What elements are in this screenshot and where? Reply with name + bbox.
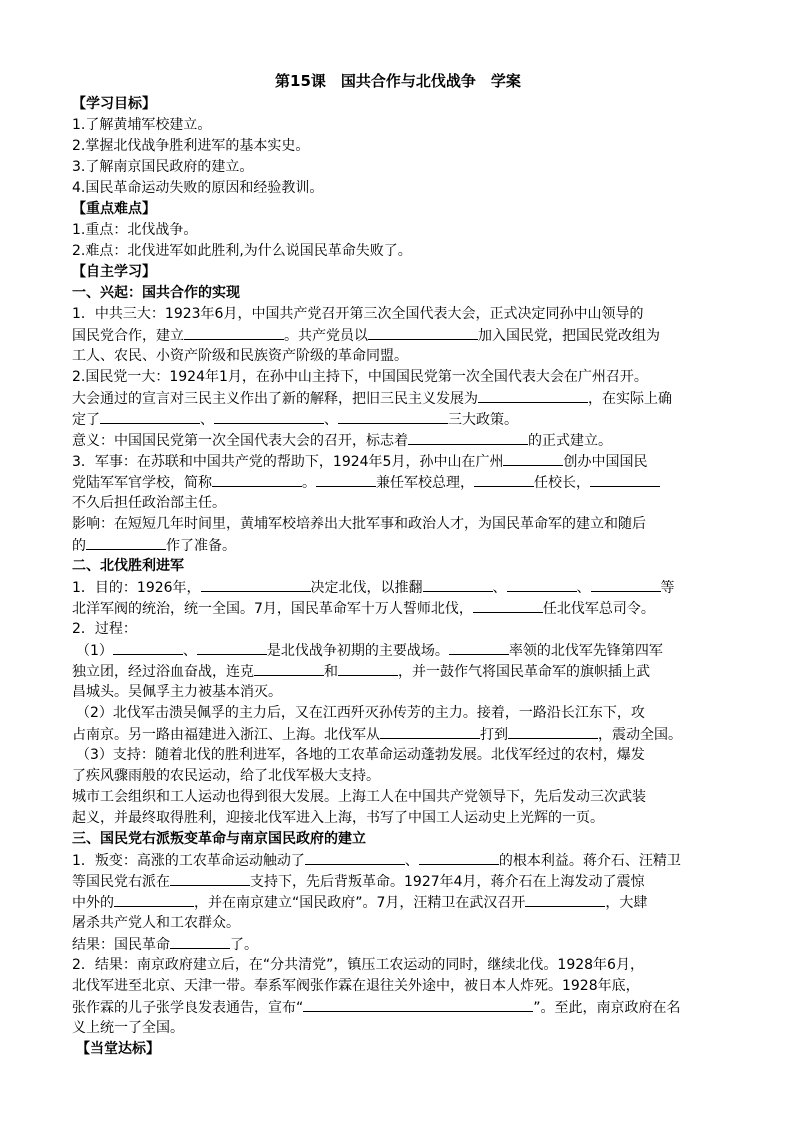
key-item: 1.重点：北伐战争。 bbox=[72, 222, 198, 238]
fill-blank[interactable] bbox=[338, 661, 398, 676]
fill-blank[interactable] bbox=[508, 724, 598, 739]
worksheet bbox=[72, 70, 724, 1060]
text-line: 定了 、 、 三大政策。 bbox=[72, 409, 724, 430]
text-line: 城市工会组织和工人运动也得到很大发展。上海工人在中国共产党领导下，先后发动三次武装 bbox=[72, 789, 646, 805]
fill-blank[interactable] bbox=[170, 934, 230, 949]
text-line: 大会通过的宣言对三民主义作出了新的解释，把旧三民主义发展为 ，在实际上确 bbox=[72, 388, 724, 409]
text-line: 1．中共三大：1923年6月，中国共产党召开第三次全国代表大会，正式决定同孙中山领导的 bbox=[72, 306, 644, 322]
text-line: 不久后担任政治部主任。 bbox=[72, 495, 226, 511]
text-line: 独立团，经过浴血奋战，连克 和 ，并一鼓作气将国民革命军的旗帜插上武 bbox=[72, 661, 724, 682]
fill-blank[interactable] bbox=[184, 325, 284, 340]
text-line: 起义，并最终取得胜利，迎接北伐军进入上海，书写了中国工人运动史上光辉的一页。 bbox=[72, 810, 604, 826]
goal-item: 4.国民革命运动失败的原因和经验教训。 bbox=[72, 180, 324, 196]
fill-blank[interactable] bbox=[212, 472, 302, 487]
text-line: （3）支持：随着北伐的胜利进军，各地的工农革命运动蓬勃发展。北伐军经过的农村，爆发 bbox=[76, 747, 645, 763]
text-line: 2．结果：南京政府建立后，在“分共清党”，镇压工农运动的同时，继续北伐。1928年6月， bbox=[72, 957, 644, 973]
fill-blank[interactable] bbox=[305, 850, 405, 865]
heading-part-2: 二、北伐胜利进军 bbox=[72, 558, 184, 574]
text-line: 中外的 ，并在南京建立“国民政府”。7月，汪精卫在武汉召开 ，大肆 bbox=[72, 892, 724, 913]
key-item: 2.难点：北伐进军如此胜利,为什么说国民革命失败了。 bbox=[72, 243, 412, 259]
text-line: 了疾风骤雨般的农民运动，给了北伐军极大支持。 bbox=[72, 768, 380, 784]
text-line: 3．军事：在苏联和中国共产党的帮助下，1924年5月，孙中山在广州 创办中国国民 bbox=[72, 451, 724, 472]
heading-part-1: 一、兴起：国共合作的实现 bbox=[72, 285, 240, 301]
text-line: 屠杀共产党人和工农群众。 bbox=[72, 915, 240, 931]
text-line: 1．目的：1926年， 决定北伐，以推翻 、 、 等 bbox=[72, 577, 724, 598]
fill-blank[interactable] bbox=[423, 577, 493, 592]
text-line: 1．叛变：高涨的工农革命运动触动了 、 的根本利益。蒋介石、汪精卫 bbox=[72, 850, 724, 871]
text-line: 北伐军进至北京、天津一带。奉系军阀张作霖在退往关外途中，被日本人炸死。1928年底， bbox=[72, 978, 640, 994]
fill-blank[interactable] bbox=[113, 640, 183, 655]
fill-blank[interactable] bbox=[170, 871, 250, 886]
text-line: （1） 、 是北伐战争初期的主要战场。 率领的北伐军先锋第四军 bbox=[72, 640, 724, 661]
fill-blank[interactable] bbox=[338, 409, 448, 424]
section-key-points: 【重点难点】 bbox=[72, 201, 156, 217]
fill-blank[interactable] bbox=[525, 892, 605, 907]
text-line: 等国民党右派在 支持下，先后背叛革命。1927年4月，蒋介石在上海发动了震惊 bbox=[72, 871, 724, 892]
text-line: 张作霖的儿子张学良发表通告，宣布“ ”。至此，南京政府在名 bbox=[72, 997, 724, 1018]
fill-blank[interactable] bbox=[368, 325, 478, 340]
fill-blank[interactable] bbox=[114, 892, 194, 907]
fill-blank[interactable] bbox=[591, 577, 661, 592]
fill-blank[interactable] bbox=[201, 577, 311, 592]
text-line: 的 作了准备。 bbox=[72, 535, 724, 556]
fill-blank[interactable] bbox=[100, 409, 200, 424]
section-learning-goals: 【学习目标】 bbox=[72, 96, 156, 112]
fill-blank[interactable] bbox=[214, 409, 324, 424]
text-line: 北洋军阀的统治，统一全国。7月，国民革命军十万人誓师北伐， 任北伐军总司令。 bbox=[72, 598, 724, 619]
text-line: 2.国民党一大：1924年1月，在孙中山主持下，中国国民党第一次全国代表大会在广州召开。 bbox=[72, 369, 648, 385]
fill-blank[interactable] bbox=[86, 535, 166, 550]
fill-blank[interactable] bbox=[478, 388, 588, 403]
fill-blank[interactable] bbox=[473, 598, 543, 613]
text-line: 意义：中国国民党第一次全国代表大会的召开，标志着 的正式建立。 bbox=[72, 430, 724, 451]
fill-blank[interactable] bbox=[254, 661, 324, 676]
goal-item: 1.了解黄埔军校建立。 bbox=[72, 117, 212, 133]
fill-blank[interactable] bbox=[316, 472, 376, 487]
fill-blank[interactable] bbox=[197, 640, 267, 655]
text-line: 2．过程： bbox=[72, 621, 137, 637]
fill-blank[interactable] bbox=[419, 850, 499, 865]
fill-blank[interactable] bbox=[303, 997, 533, 1012]
fill-blank[interactable] bbox=[507, 577, 577, 592]
text-line: 党陆军军官学校，简称 。 兼任军校总理， 任校长， bbox=[72, 472, 724, 493]
text-line: 结果：国民革命 了。 bbox=[72, 934, 724, 955]
text-line: 工人、农民、小资产阶级和民族资产阶级的革命同盟。 bbox=[72, 348, 408, 364]
fill-blank[interactable] bbox=[449, 640, 509, 655]
text-line: 影响：在短短几年时间里，黄埔军校培养出大批军事和政治人才，为国民革命军的建立和随后 bbox=[72, 516, 646, 532]
page-title: 第15课 国共合作与北伐战争 学案 bbox=[275, 72, 521, 90]
text-line: 国民党合作，建立 。共产党员以 加入国民党，把国民党改组为 bbox=[72, 325, 724, 346]
fill-blank[interactable] bbox=[590, 472, 660, 487]
goal-item: 2.掌握北伐战争胜利进军的基本实史。 bbox=[72, 138, 310, 154]
text-line: （2）北伐军击溃吴佩孚的主力后，又在江西歼灭孙传芳的主力。接着，一路沿长江东下，攻 bbox=[76, 705, 645, 721]
text-line: 义上统一了全国。 bbox=[72, 1020, 184, 1036]
goal-item: 3.了解南京国民政府的建立。 bbox=[72, 159, 254, 175]
fill-blank[interactable] bbox=[408, 430, 528, 445]
text-line: 昌城头。吴佩孚主力被基本消灭。 bbox=[72, 684, 282, 700]
fill-blank[interactable] bbox=[474, 472, 534, 487]
text-line: 占南京。另一路由福建进入浙江、上海。北伐军从 打到 ，震动全国。 bbox=[72, 724, 724, 745]
fill-blank[interactable] bbox=[380, 724, 480, 739]
section-self-study: 【自主学习】 bbox=[72, 264, 156, 280]
fill-blank[interactable] bbox=[503, 451, 563, 466]
heading-part-3: 三、国民党右派叛变革命与南京国民政府的建立 bbox=[72, 831, 366, 847]
section-in-class-check: 【当堂达标】 bbox=[76, 1041, 160, 1057]
